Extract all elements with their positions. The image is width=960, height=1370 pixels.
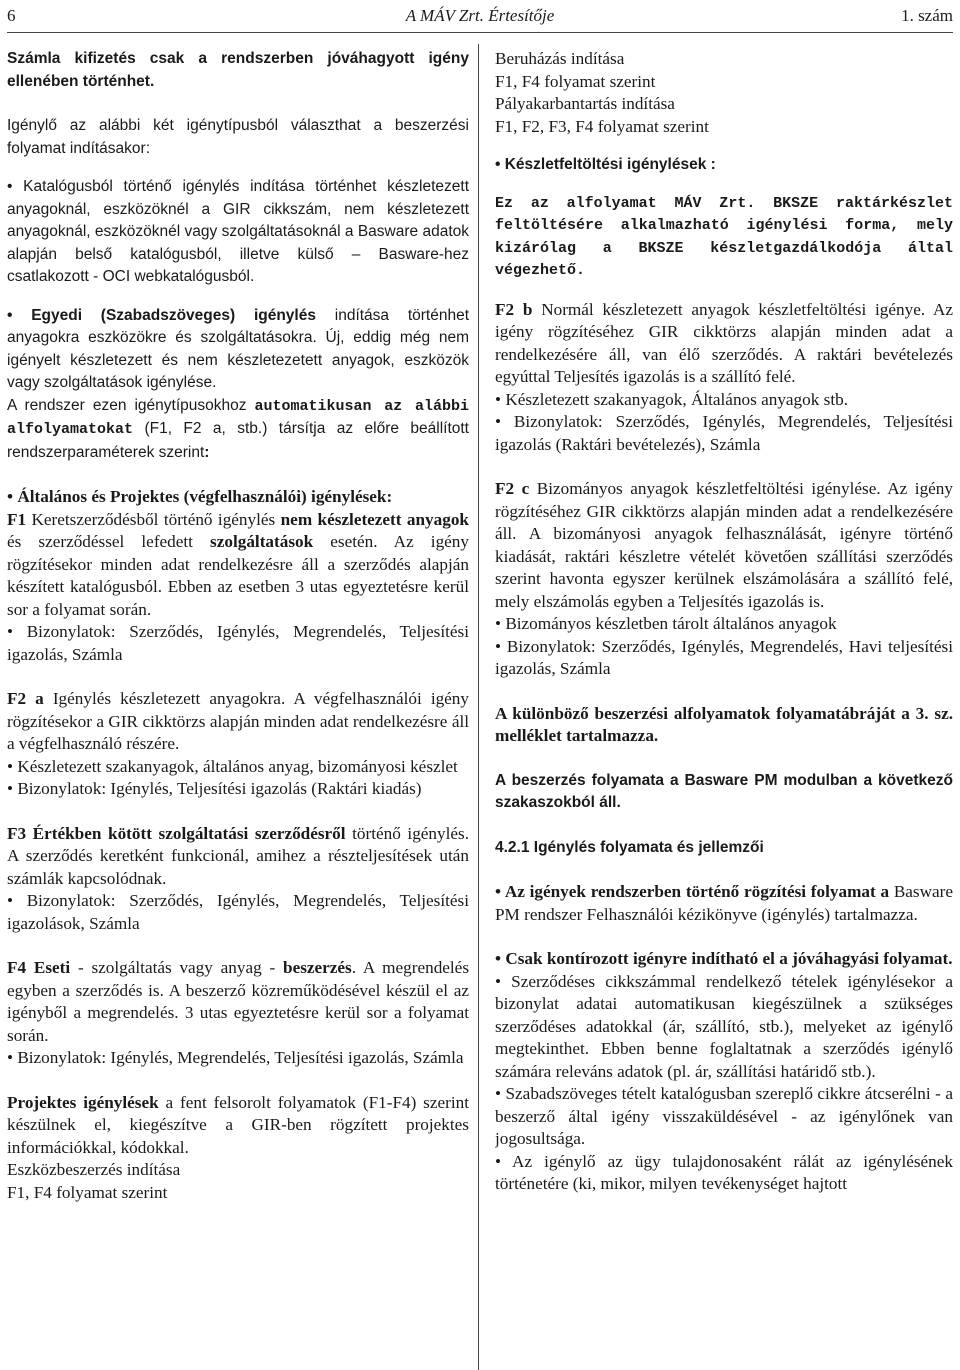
- section-heading: 4.2.1 Igénylés folyamata és jellemzői: [495, 838, 764, 856]
- f1-paragraph: [7, 509, 469, 622]
- invest-flow: F1, F4 folyamat szerint: [495, 71, 656, 91]
- f1-documents: • Bizonylatok: Szerződés, Igénylés, Megrendelés, Teljesítési igazolás, Számla: [7, 622, 469, 664]
- f4-label: F4 Eseti: [7, 958, 71, 977]
- f3-documents: • Bizonylatok: Szerződés, Igénylés, Megrendelés, Teljesítési igazolások, Számla: [7, 891, 469, 933]
- column-divider: [478, 44, 479, 1370]
- issue-number: 1. szám: [901, 6, 953, 25]
- unique-request-title: • Egyedi (Szabadszöveges) igénylés: [7, 306, 316, 324]
- intro-paragraph: Igénylő az alábbi két igénytípusból választhat a beszerzési folyamat indításakor:: [7, 117, 469, 157]
- publication-title: A MÁV Zrt. Értesítője: [405, 6, 555, 25]
- f2b-label: F2 b: [495, 299, 533, 319]
- f2c-label: F2 c: [495, 479, 530, 498]
- f1-text-3: esetén. Az igény rögzítésekor minden adat rendelkezésre áll a szerződés alapján készített katalógusból. Ebben az esetben 3 utas egyeztetésre kerül sor a folyamat során.: [7, 532, 469, 619]
- f4-text-1: - szolgáltatás vagy anyag -: [70, 958, 284, 977]
- f2b-text: Normál készletezett anyagok készletfeltöltési igénye. Az igény rögzítéséhez GIR cikktörzs alapján minden adat a rendelkezésére áll, van élő szerződés. A raktári bevételezés egyúttal Teljesítés igazolás is a szállító felé.: [495, 299, 953, 386]
- f2c-items: • Bizományos készletben tárolt általános anyagok: [495, 614, 837, 633]
- right-column: [495, 48, 953, 1370]
- phases-note: A beszerzés folyamata a Basware PM modulban a következő szakaszokból áll.: [495, 771, 953, 811]
- system-text-2: (F1, F2 a, stb.) társítja az előre beállított rendszerparaméterek szerint: [7, 420, 469, 461]
- rules-text: Basware PM rendszer Felhasználói kézikönyve (igénylés) tartalmazza.: [495, 882, 953, 924]
- catalog-request-title: • Katalógusból történő igénylés: [7, 178, 240, 195]
- left-column: [7, 48, 469, 1370]
- approval-note: • Csak kontírozott igényre indítható el a jóváhagyási folyamat.: [495, 949, 953, 968]
- project-text: a fent felsorolt folyamatok (F1-F4) szerint készülnek el, kiegészítve a GIR-ben rögzített projektes információkkal, kódokkal.: [7, 1092, 469, 1157]
- invoice-note: Számla kifizetés csak a rendszerben jóváhagyott igény ellenében történhet.: [7, 50, 469, 90]
- page-number: 6: [7, 6, 16, 25]
- f4-paragraph: [7, 957, 469, 1047]
- rules-bold: • Az igények rendszerben történő rögzítési folyamat a: [495, 882, 890, 901]
- header-rule: [7, 32, 953, 33]
- owner-item: • Az igénylő az ügy tulajdonosaként rálát az igénylésének történetére (ki, mikor, milyen tevékenységet hajtott: [495, 1151, 953, 1193]
- f2c-paragraph: [495, 478, 953, 613]
- system-text-1: A rendszer ezen igénytípusokhoz: [7, 396, 255, 414]
- f3-text: történő igénylés. A szerződés keretként funkcionál, amihez a részteljesítések után számlák kapcsolódnak.: [7, 823, 469, 888]
- f1-label: F1: [7, 509, 27, 529]
- invest-start: Beruházás indítása: [495, 49, 625, 68]
- f2a-label: F2 a: [7, 689, 44, 708]
- system-paragraph: [7, 395, 469, 465]
- system-colon: :: [204, 443, 210, 461]
- f2c-documents: • Bizonylatok: Szerződés, Igénylés, Megrendelés, Havi teljesítési igazolás, Számla: [495, 636, 953, 678]
- contract-item: • Szerződéses cikkszámmal rendelkező tételek igénylésekor a bizonylat adatai automatikusan kiegészülnek a szükséges szerződéses adatokkal (ár, szállító, stb.), melyeket az igénylő megtekinthet. Ebben benne foglaltatnak a szerződés igénylő számára releváns adatok (pl. ár, szállítási határidő stb.).: [495, 971, 953, 1081]
- catalog-request-item: [7, 176, 469, 289]
- f2a-paragraph: [7, 688, 469, 756]
- f1-bold-2: szolgáltatások: [210, 532, 314, 551]
- f2a-documents: • Bizonylatok: Igénylés, Teljesítési igazolás (Raktári kiadás): [7, 779, 422, 798]
- stock-heading: • Készletfeltöltési igénylések :: [495, 156, 716, 173]
- f3-label: F3 Értékben kötött szolgáltatási szerződésről: [7, 823, 346, 843]
- f3-paragraph: [7, 823, 469, 891]
- rules-paragraph: [495, 881, 953, 926]
- freetext-item: • Szabadszöveges tételt katalógusban szereplő cikkre átcserélni - a beszerző által igény visszaküldésével - az igénylőnek van jogosultsága.: [495, 1084, 953, 1148]
- project-paragraph: [7, 1092, 469, 1160]
- track-flow: F1, F2, F3, F4 folyamat szerint: [495, 116, 709, 136]
- unique-request-text: indítása történhet anyagokra eszközökre és szolgáltatásokra. Új, eddig még nem igényelt készletezett és nem készletezetett anyagok, eszközök vagy szolgáltatások igénylése.: [7, 306, 469, 391]
- f2a-items: • Készletezett szakanyagok, általános anyag, bizományosi készlet: [7, 756, 458, 776]
- f1-bold-1: nem készletezett anyagok: [280, 509, 469, 529]
- annex-note: A különböző beszerzési alfolyamatok folyamatábráját a 3. sz. melléklet tartalmazza.: [495, 703, 953, 745]
- catalog-request-text: indítása történhet készletezett anyagoknál, eszközöknél a GIR cikkszám, nem készletezett anyagoknál, eszközöknél vagy szolgáltatásoknál a Basware adatok alapján belső katalógusból, illetve külső – Basware-hez csatlakozott - OCI webkatalógusból.: [7, 178, 469, 285]
- f4-bold: beszerzés: [283, 958, 352, 977]
- f1-text-2: és szerződéssel lefedett: [7, 532, 211, 551]
- f2c-text: Bizományos anyagok készletfeltöltési igénylése. Az igény rögzítéséhez GIR cikktörzs alapján minden adat a rendelkezésére áll. A bizományosi anyagok felhasználását, igényre történő kiadását, raktári készletre vételét követően szállítási szerződés szerint havonta egyszer kerülnek elszámolására a szállító felé, mely elszámolás egyben a Teljesítés igazolás is.: [495, 479, 953, 611]
- asset-start: Eszközbeszerzés indítása: [7, 1160, 181, 1179]
- f4-documents: • Bizonylatok: Igénylés, Megrendelés, Teljesítési igazolás, Számla: [7, 1048, 464, 1067]
- f1-text-1: Keretszerződésből történő igénylés: [26, 509, 281, 529]
- page-header: [7, 4, 953, 30]
- f2b-documents: • Bizonylatok: Szerződés, Igénylés, Megrendelés, Teljesítési igazolás (Raktári bevételezés), Számla: [495, 412, 953, 454]
- f2b-items: • Készletezett szakanyagok, Általános anyagok stb.: [495, 389, 848, 409]
- f2a-text: Igénylés készletezett anyagokra. A végfelhasználói igény rögzítésekor a GIR cikktörzs alapján minden adat rendelkezésre áll a végfelhasználó részére.: [7, 689, 469, 753]
- asset-flow: F1, F4 folyamat szerint: [7, 1182, 168, 1202]
- stock-description: Ez az alfolyamat MÁV Zrt. BKSZE raktárkészlet feltöltésére alkalmazható igénylési forma, mely kizárólag a BKSZE készletgazdálkodója által végezhető.: [495, 194, 953, 279]
- project-bold: Projektes igénylések: [7, 1092, 159, 1112]
- track-start: Pályakarbantartás indítása: [495, 94, 675, 113]
- system-bold: automatikusan az alábbi alfolyamatokat: [7, 397, 469, 438]
- f4-text-2: . A megrendelés egyben a szerződés is. A beszerző közreműködésével készül el az igényből a megrendelés. 3 utas egyeztetésre kerül sor a folyamat során.: [7, 958, 469, 1045]
- unique-request-item: [7, 305, 469, 395]
- general-requests-heading: • Általános és Projektes (végfelhasználói) igénylések:: [7, 487, 393, 506]
- f2b-paragraph: [495, 299, 953, 389]
